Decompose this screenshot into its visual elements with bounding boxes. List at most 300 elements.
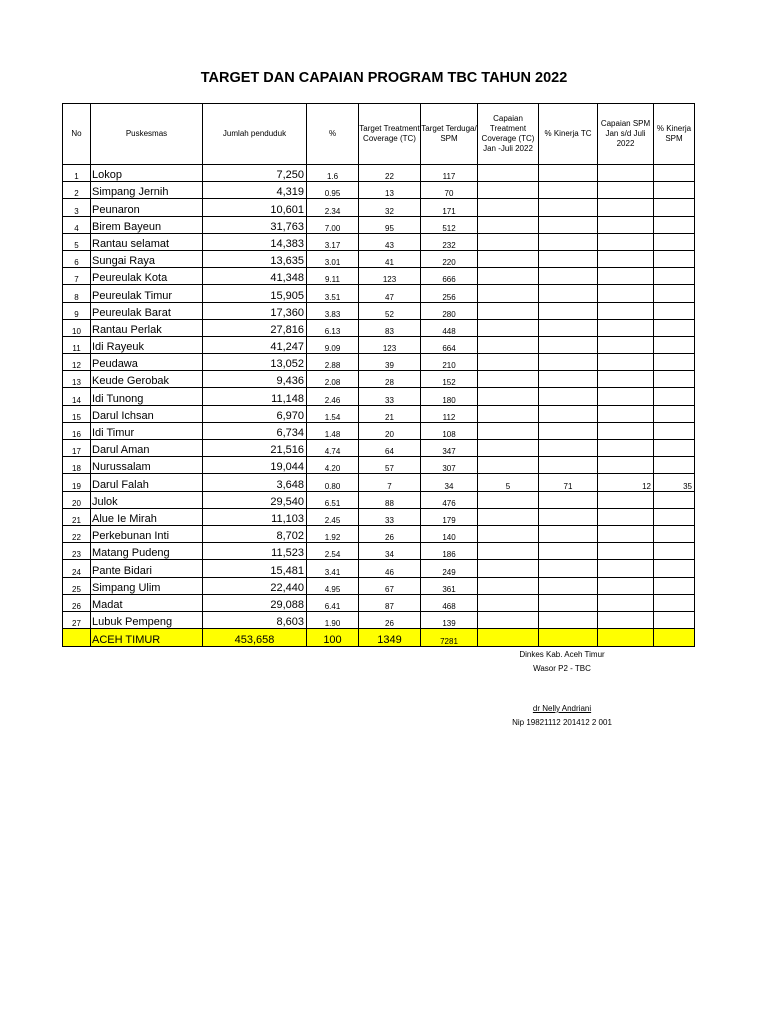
row-percent: 3.01 [307,250,359,267]
row-no: 20 [63,491,91,508]
row-population: 22,440 [203,577,307,594]
row-kinerja-spm [654,199,695,216]
row-target-tc: 39 [359,354,421,371]
total-percent: 100 [307,629,359,647]
total-capaian-tc [478,629,539,647]
total-kinerja-tc [539,629,598,647]
row-target-terduga: 152 [421,371,478,388]
row-kinerja-tc [539,560,598,577]
row-target-terduga: 210 [421,354,478,371]
row-puskesmas: Peunaron [91,199,203,216]
row-kinerja-tc [539,319,598,336]
row-kinerja-tc [539,354,598,371]
row-percent: 6.51 [307,491,359,508]
row-population: 13,052 [203,354,307,371]
row-kinerja-tc [539,543,598,560]
row-kinerja-spm [654,388,695,405]
row-target-terduga: 280 [421,302,478,319]
row-percent: 1.90 [307,611,359,628]
row-no: 2 [63,182,91,199]
table-row [63,319,695,336]
row-no: 26 [63,594,91,611]
row-percent: 1.92 [307,525,359,542]
row-no: 8 [63,285,91,302]
header-capaian-tc: Capaian Treatment Coverage (TC) Jan -Juli 2022 [478,104,539,165]
row-capaian-spm [598,268,654,285]
row-population: 15,481 [203,560,307,577]
row-puskesmas: Darul Ichsan [91,405,203,422]
row-puskesmas: Idi Timur [91,422,203,439]
table-row [63,182,695,199]
row-kinerja-spm [654,491,695,508]
row-no: 17 [63,440,91,457]
row-kinerja-tc [539,268,598,285]
row-percent: 4.74 [307,440,359,457]
row-target-terduga: 476 [421,491,478,508]
row-target-terduga: 249 [421,560,478,577]
row-kinerja-spm [654,440,695,457]
header-no: No [63,104,91,165]
row-target-tc: 123 [359,268,421,285]
row-kinerja-tc [539,165,598,182]
row-puskesmas: Darul Aman [91,440,203,457]
row-no: 1 [63,165,91,182]
row-capaian-spm [598,182,654,199]
row-percent: 2.45 [307,508,359,525]
row-kinerja-spm [654,371,695,388]
row-percent: 4.95 [307,577,359,594]
row-target-tc: 88 [359,491,421,508]
row-capaian-tc [478,508,539,525]
table-row [63,336,695,353]
row-percent: 9.11 [307,268,359,285]
row-capaian-tc [478,611,539,628]
total-no-cell [63,629,91,647]
row-target-tc: 41 [359,250,421,267]
row-no: 27 [63,611,91,628]
row-capaian-tc [478,388,539,405]
row-target-tc: 26 [359,525,421,542]
footer-unit: Wasor P2 - TBC [533,664,591,673]
row-capaian-spm: 12 [598,474,654,491]
row-percent: 1.54 [307,405,359,422]
row-puskesmas: Nurussalam [91,457,203,474]
row-population: 29,540 [203,491,307,508]
header-capaian-spm: Capaian SPM Jan s/d Juli 2022 [598,104,654,165]
header-target-terduga: Target Terduga/ SPM [421,104,478,165]
table-row [63,474,695,491]
row-kinerja-spm: 35 [654,474,695,491]
row-capaian-tc [478,371,539,388]
row-no: 19 [63,474,91,491]
row-capaian-spm [598,440,654,457]
row-target-tc: 21 [359,405,421,422]
table-row [63,388,695,405]
row-target-tc: 47 [359,285,421,302]
footer-office: Dinkes Kab. Aceh Timur [519,650,605,659]
table-row [63,405,695,422]
row-puskesmas: Matang Pudeng [91,543,203,560]
row-puskesmas: Lubuk Pempeng [91,611,203,628]
row-puskesmas: Peureulak Kota [91,268,203,285]
row-kinerja-spm [654,302,695,319]
row-population: 29,088 [203,594,307,611]
row-target-terduga: 347 [421,440,478,457]
row-puskesmas: Perkebunan Inti [91,525,203,542]
row-kinerja-spm [654,577,695,594]
row-puskesmas: Peudawa [91,354,203,371]
row-capaian-tc [478,577,539,594]
row-population: 6,734 [203,422,307,439]
table-row [63,302,695,319]
row-capaian-tc [478,319,539,336]
row-puskesmas: Idi Tunong [91,388,203,405]
row-capaian-spm [598,405,654,422]
row-percent: 7.00 [307,216,359,233]
row-puskesmas: Julok [91,491,203,508]
row-kinerja-tc [539,491,598,508]
row-target-terduga: 171 [421,199,478,216]
row-target-tc: 64 [359,440,421,457]
row-kinerja-spm [654,508,695,525]
row-kinerja-tc [539,216,598,233]
row-target-terduga: 220 [421,250,478,267]
row-capaian-spm [598,319,654,336]
table-row [63,268,695,285]
row-target-tc: 95 [359,216,421,233]
row-target-tc: 13 [359,182,421,199]
row-kinerja-spm [654,457,695,474]
row-puskesmas: Darul Falah [91,474,203,491]
row-kinerja-spm [654,560,695,577]
row-capaian-spm [598,594,654,611]
row-capaian-tc [478,233,539,250]
row-percent: 3.41 [307,560,359,577]
row-puskesmas: Simpang Jernih [91,182,203,199]
row-no: 10 [63,319,91,336]
total-capaian-spm [598,629,654,647]
row-percent: 3.83 [307,302,359,319]
row-population: 11,523 [203,543,307,560]
row-capaian-tc [478,216,539,233]
row-kinerja-tc [539,525,598,542]
row-population: 11,103 [203,508,307,525]
row-target-terduga: 117 [421,165,478,182]
row-population: 17,360 [203,302,307,319]
total-target-terduga: 7281 [421,629,478,647]
row-capaian-spm [598,336,654,353]
row-capaian-spm [598,371,654,388]
row-capaian-spm [598,165,654,182]
row-no: 12 [63,354,91,371]
row-target-tc: 52 [359,302,421,319]
row-kinerja-tc [539,388,598,405]
row-capaian-tc [478,302,539,319]
row-capaian-spm [598,525,654,542]
row-percent: 3.17 [307,233,359,250]
row-no: 7 [63,268,91,285]
row-kinerja-spm [654,216,695,233]
row-no: 16 [63,422,91,439]
row-percent: 2.46 [307,388,359,405]
row-puskesmas: Madat [91,594,203,611]
header-percent: % [307,104,359,165]
row-target-tc: 32 [359,199,421,216]
row-kinerja-tc [539,422,598,439]
row-population: 31,763 [203,216,307,233]
row-capaian-spm [598,491,654,508]
row-target-tc: 83 [359,319,421,336]
row-target-terduga: 666 [421,268,478,285]
row-capaian-spm [598,285,654,302]
row-kinerja-tc [539,508,598,525]
table-row [63,422,695,439]
row-kinerja-tc [539,233,598,250]
row-capaian-spm [598,577,654,594]
row-target-terduga: 34 [421,474,478,491]
row-kinerja-spm [654,525,695,542]
row-no: 21 [63,508,91,525]
row-no: 15 [63,405,91,422]
row-capaian-spm [598,216,654,233]
row-kinerja-spm [654,250,695,267]
row-no: 25 [63,577,91,594]
row-kinerja-tc [539,405,598,422]
row-target-terduga: 361 [421,577,478,594]
row-no: 9 [63,302,91,319]
row-puskesmas: Rantau Perlak [91,319,203,336]
row-kinerja-spm [654,422,695,439]
row-percent: 6.41 [307,594,359,611]
footer-nip: Nip 19821112 201412 2 001 [512,718,612,727]
row-percent: 1.48 [307,422,359,439]
row-population: 19,044 [203,457,307,474]
header-kinerja-spm: % Kinerja SPM [654,104,695,165]
row-kinerja-spm [654,594,695,611]
row-capaian-spm [598,422,654,439]
row-target-terduga: 512 [421,216,478,233]
total-target-tc: 1349 [359,629,421,647]
row-target-tc: 26 [359,611,421,628]
row-no: 18 [63,457,91,474]
row-target-terduga: 307 [421,457,478,474]
row-puskesmas: Rantau selamat [91,233,203,250]
row-target-tc: 20 [359,422,421,439]
row-kinerja-tc: 71 [539,474,598,491]
row-kinerja-tc [539,457,598,474]
row-population: 41,247 [203,336,307,353]
row-population: 6,970 [203,405,307,422]
row-population: 8,702 [203,525,307,542]
row-capaian-tc: 5 [478,474,539,491]
row-population: 7,250 [203,165,307,182]
row-capaian-tc [478,199,539,216]
row-target-tc: 28 [359,371,421,388]
total-name: ACEH TIMUR [91,629,203,647]
row-percent: 3.51 [307,285,359,302]
row-capaian-spm [598,388,654,405]
row-capaian-tc [478,405,539,422]
table-row [63,457,695,474]
row-capaian-tc [478,440,539,457]
row-kinerja-spm [654,405,695,422]
row-target-terduga: 468 [421,594,478,611]
table-row [63,371,695,388]
total-kinerja-spm [654,629,695,647]
header-puskesmas: Puskesmas [91,104,203,165]
row-capaian-spm [598,233,654,250]
row-capaian-tc [478,560,539,577]
row-kinerja-tc [539,336,598,353]
row-target-tc: 67 [359,577,421,594]
row-kinerja-spm [654,319,695,336]
total-row [63,629,695,647]
row-target-tc: 57 [359,457,421,474]
row-percent: 4.20 [307,457,359,474]
row-capaian-tc [478,594,539,611]
table-row [63,491,695,508]
table-row [63,216,695,233]
row-no: 13 [63,371,91,388]
row-kinerja-spm [654,285,695,302]
row-capaian-tc [478,543,539,560]
row-kinerja-tc [539,285,598,302]
row-target-terduga: 180 [421,388,478,405]
row-kinerja-tc [539,577,598,594]
row-population: 4,319 [203,182,307,199]
row-kinerja-tc [539,250,598,267]
row-no: 11 [63,336,91,353]
row-population: 15,905 [203,285,307,302]
row-population: 3,648 [203,474,307,491]
row-kinerja-tc [539,594,598,611]
row-target-terduga: 186 [421,543,478,560]
row-target-tc: 46 [359,560,421,577]
table-row [63,233,695,250]
row-capaian-spm [598,457,654,474]
row-no: 4 [63,216,91,233]
row-target-tc: 7 [359,474,421,491]
total-population: 453,658 [203,629,307,647]
row-capaian-spm [598,611,654,628]
table-row [63,250,695,267]
row-target-terduga: 140 [421,525,478,542]
row-capaian-tc [478,525,539,542]
row-kinerja-spm [654,543,695,560]
row-target-terduga: 70 [421,182,478,199]
row-kinerja-spm [654,233,695,250]
table-row [63,285,695,302]
row-target-terduga: 112 [421,405,478,422]
row-population: 14,383 [203,233,307,250]
table-header-row [63,104,695,165]
table-row [63,577,695,594]
row-kinerja-spm [654,182,695,199]
document-title: TARGET DAN CAPAIAN PROGRAM TBC TAHUN 2022 [200,70,568,86]
row-percent: 9.09 [307,336,359,353]
row-kinerja-spm [654,336,695,353]
row-target-tc: 34 [359,543,421,560]
row-percent: 2.54 [307,543,359,560]
table-row [63,611,695,628]
row-target-terduga: 664 [421,336,478,353]
table-row [63,199,695,216]
row-kinerja-spm [654,611,695,628]
row-target-tc: 33 [359,388,421,405]
table-row [63,560,695,577]
row-target-tc: 87 [359,594,421,611]
row-capaian-spm [598,543,654,560]
row-puskesmas: Pante Bidari [91,560,203,577]
row-percent: 0.80 [307,474,359,491]
row-puskesmas: Keude Gerobak [91,371,203,388]
row-kinerja-spm [654,354,695,371]
row-population: 10,601 [203,199,307,216]
row-population: 27,816 [203,319,307,336]
row-no: 3 [63,199,91,216]
row-percent: 2.88 [307,354,359,371]
row-target-terduga: 139 [421,611,478,628]
row-capaian-tc [478,268,539,285]
header-jumlah-penduduk: Jumlah penduduk [203,104,307,165]
row-kinerja-spm [654,165,695,182]
header-target-tc: Target Treatment Coverage (TC) [359,104,421,165]
row-kinerja-tc [539,199,598,216]
row-percent: 0.95 [307,182,359,199]
row-capaian-tc [478,285,539,302]
row-no: 23 [63,543,91,560]
footer-signer-name: dr Nelly Andriani [532,704,592,713]
row-population: 13,635 [203,250,307,267]
row-capaian-spm [598,560,654,577]
row-capaian-spm [598,199,654,216]
row-target-tc: 43 [359,233,421,250]
row-puskesmas: Simpang Ulim [91,577,203,594]
tbc-target-table [62,103,695,647]
row-puskesmas: Peureulak Timur [91,285,203,302]
row-kinerja-tc [539,371,598,388]
row-kinerja-tc [539,440,598,457]
row-capaian-tc [478,354,539,371]
row-target-tc: 22 [359,165,421,182]
row-target-terduga: 179 [421,508,478,525]
row-kinerja-spm [654,268,695,285]
row-capaian-tc [478,182,539,199]
row-percent: 2.08 [307,371,359,388]
row-no: 5 [63,233,91,250]
row-population: 41,348 [203,268,307,285]
row-no: 14 [63,388,91,405]
row-no: 24 [63,560,91,577]
row-puskesmas: Lokop [91,165,203,182]
table-row [63,165,695,182]
row-capaian-tc [478,491,539,508]
row-target-terduga: 108 [421,422,478,439]
row-kinerja-tc [539,611,598,628]
row-target-tc: 33 [359,508,421,525]
table-row [63,594,695,611]
table-row [63,440,695,457]
row-target-terduga: 448 [421,319,478,336]
row-capaian-spm [598,250,654,267]
row-capaian-tc [478,250,539,267]
row-target-tc: 123 [359,336,421,353]
row-capaian-tc [478,422,539,439]
row-puskesmas: Alue Ie Mirah [91,508,203,525]
row-population: 8,603 [203,611,307,628]
row-puskesmas: Idi Rayeuk [91,336,203,353]
row-puskesmas: Peureulak Barat [91,302,203,319]
